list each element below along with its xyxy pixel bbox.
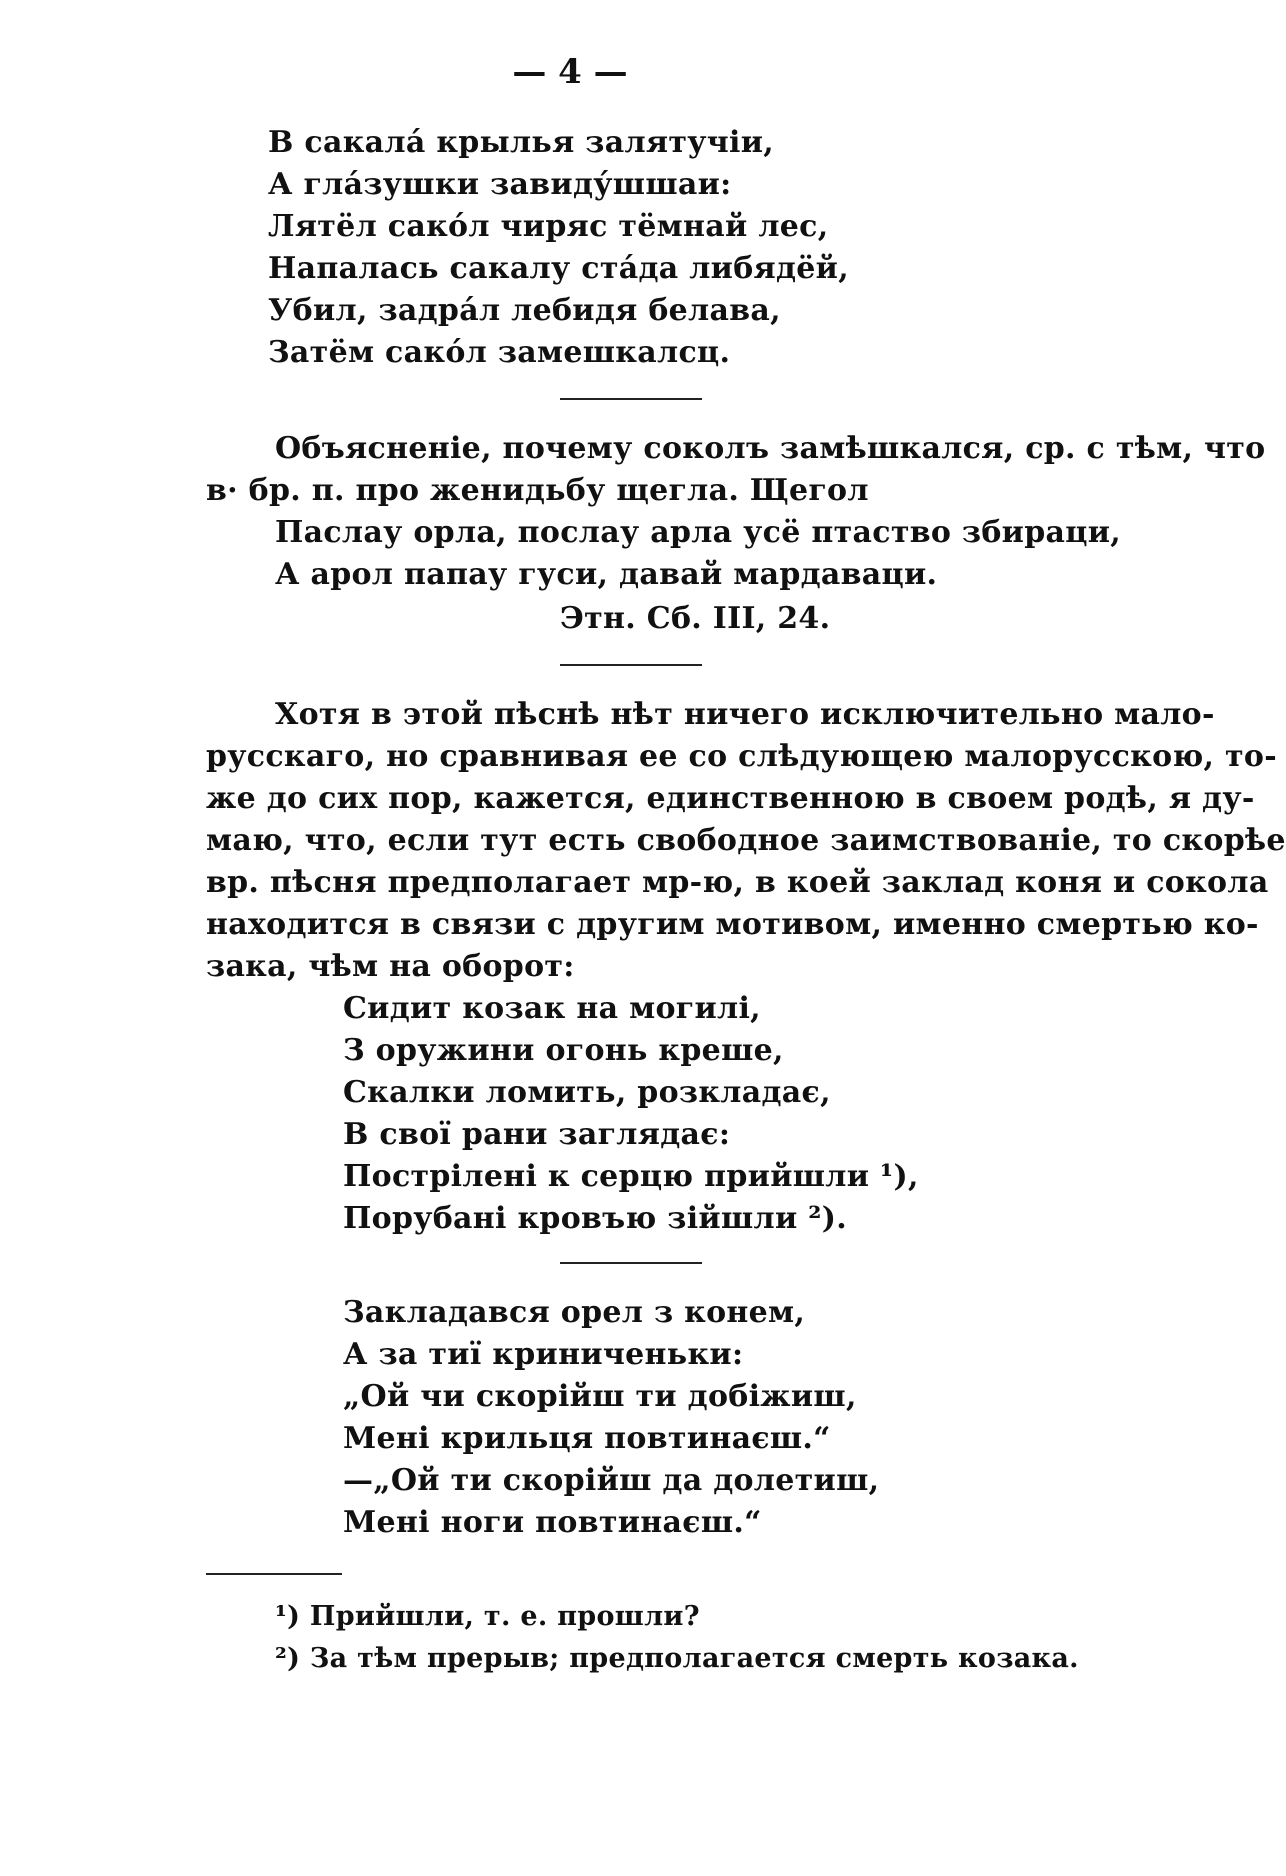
verse-line: Затём сако́л замешкалсц. bbox=[268, 335, 731, 370]
verse-line: Скалки ломить, розкладає, bbox=[343, 1075, 831, 1110]
source-citation: Этн. Сб. III, 24. bbox=[560, 601, 831, 636]
section-divider bbox=[560, 664, 702, 666]
verse-line: Сидит козак на могилі, bbox=[343, 991, 761, 1026]
section-divider bbox=[560, 398, 702, 400]
verse-line: Паслау орла, послау арла усё птаство збираци, bbox=[275, 515, 1121, 550]
verse-line: Лятёл сако́л чиряс тёмнай лес, bbox=[268, 209, 829, 244]
verse-line: В свої рани заглядає: bbox=[343, 1117, 731, 1152]
verse-line: Убил, задра́л лебидя белава, bbox=[268, 293, 781, 328]
verse-line: А арол папау гуси, давай мардаваци. bbox=[275, 557, 938, 592]
paragraph-line: русскаго, но сравнивая ее со слѣдующею малорусскою, то- bbox=[206, 739, 1277, 774]
paragraph-line: в· бр. п. про женидьбу щегла. Щегол bbox=[206, 473, 869, 508]
paragraph-line: зака, чѣм на оборот: bbox=[206, 949, 575, 984]
footnote-text: За тѣм прерыв; предполагается смерть козака. bbox=[309, 1643, 1079, 1674]
footnote-divider bbox=[206, 1573, 342, 1575]
paragraph-line: же до сих пор, кажется, единственною в своем родѣ, я ду- bbox=[206, 781, 1255, 816]
verse-line: Мені крильця повтинаєш.“ bbox=[343, 1421, 831, 1456]
verse-line: В сакала́ крылья залятучіи, bbox=[268, 125, 775, 160]
verse-line: Порубані кровъю зійшли ²). bbox=[343, 1201, 847, 1236]
verse-line: З оружини огонь креше, bbox=[343, 1033, 784, 1068]
paragraph-line: Хотя в этой пѣснѣ нѣт ничего исключительно мало- bbox=[275, 697, 1215, 732]
paragraph-line: Объясненіе, почему соколъ замѣшкался, ср. с тѣм, что bbox=[275, 431, 1266, 466]
verse-line: Напалась сакалу ста́да либядёй, bbox=[268, 251, 849, 286]
verse-line: А за тиї криниченьки: bbox=[343, 1337, 744, 1372]
verse-line: „Ой чи скорійш ти добіжиш, bbox=[343, 1379, 857, 1414]
paragraph-line: находится в связи с другим мотивом, именно смертью ко- bbox=[206, 907, 1259, 942]
verse-line: Мені ноги повтинаєш.“ bbox=[343, 1505, 762, 1540]
verse-line: Пострілені к серцю прийшли ¹), bbox=[343, 1159, 919, 1194]
verse-line: —„Ой ти скорійш да долетиш, bbox=[343, 1463, 880, 1498]
footnote-2 bbox=[275, 1642, 1079, 1676]
section-divider bbox=[560, 1262, 702, 1264]
page-number: — 4 — bbox=[512, 52, 628, 92]
verse-line: А гла́зушки завиду́шшаи: bbox=[268, 167, 732, 202]
footnote-mark: ²) bbox=[275, 1643, 301, 1674]
footnote-1 bbox=[275, 1600, 700, 1634]
footnote-mark: ¹) bbox=[275, 1601, 301, 1632]
paragraph-line: маю, что, если тут есть свободное заимствованіе, то скорѣе bbox=[206, 823, 1286, 858]
footnote-text: Прийшли, т. е. прошли? bbox=[309, 1601, 700, 1632]
paragraph-line: вр. пѣсня предполагает мр-ю, в коей заклад коня и сокола bbox=[206, 865, 1269, 900]
verse-line: Закладався орел з конем, bbox=[343, 1295, 806, 1330]
